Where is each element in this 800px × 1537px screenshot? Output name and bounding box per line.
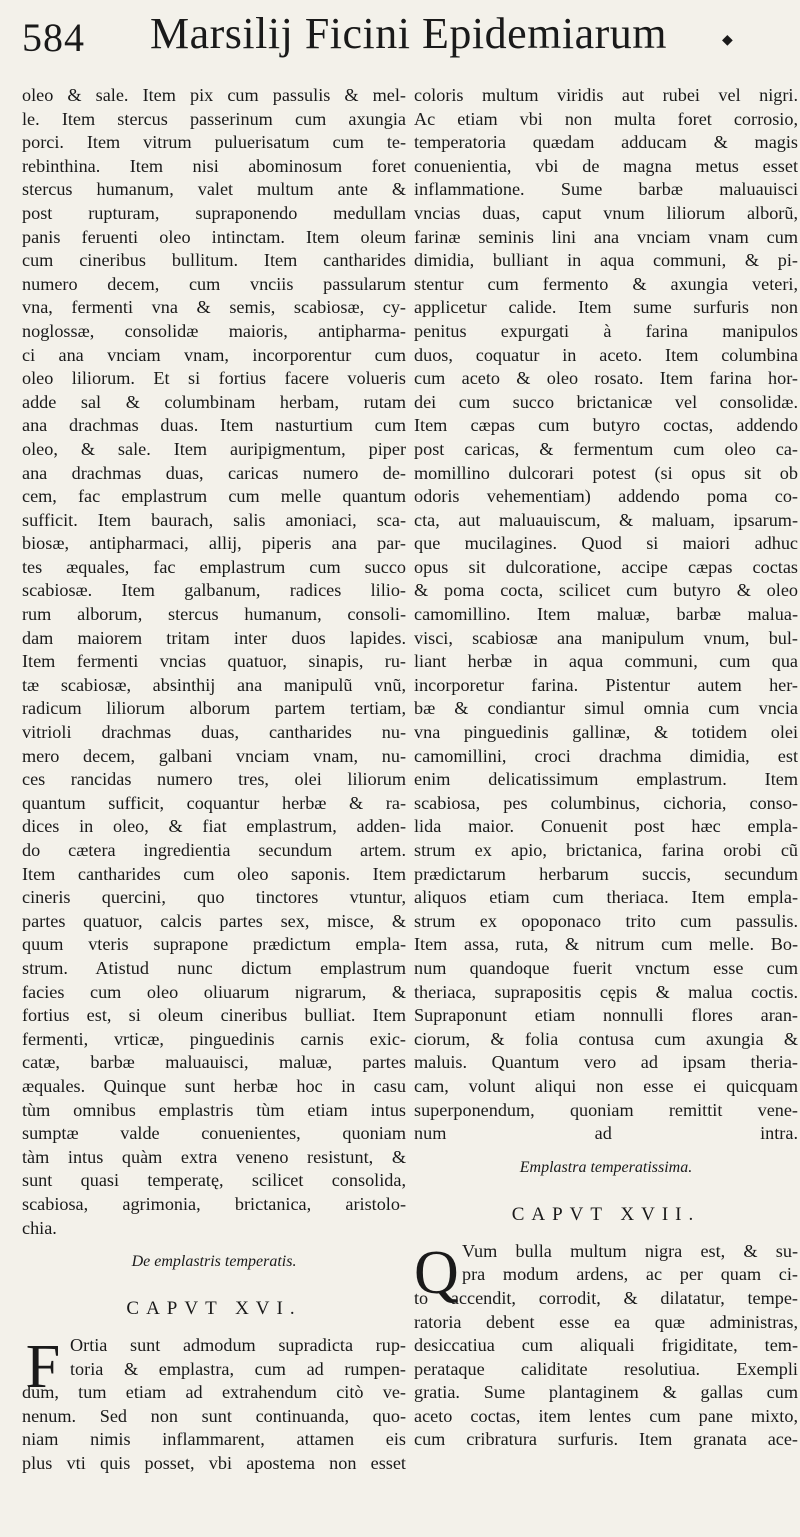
text-line: Item fermenti vncias quatuor, sinapis, ru- bbox=[22, 651, 406, 672]
text-line: dimidia, bulliant in aqua communi, & pi- bbox=[414, 250, 798, 271]
text-line: scabiosa, agrimonia, brictanica, aristolo- bbox=[22, 1193, 406, 1214]
running-head: Marsilij Ficini Epidemiarum bbox=[150, 9, 667, 58]
text-line: opus sit dulcoratione, accipe cæpas coctas bbox=[414, 556, 798, 577]
text-line: æquales. Quinque sunt herbæ hoc in casu bbox=[22, 1075, 406, 1096]
text-line: tàm intus quàm extra veneno resistunt, & bbox=[22, 1146, 406, 1167]
text-line: facies cum oleo oliuarum nigrarum, & bbox=[22, 981, 406, 1002]
text-line: rebinthina. Item nisi abominosum foret bbox=[22, 155, 406, 176]
text-line: tùm omnibus emplastris tùm etiam intus bbox=[22, 1099, 406, 1120]
text-line: maluis. Quantum vero ad ipsam theria- bbox=[414, 1052, 798, 1073]
text-line: penitus expurgati à farina manipulos bbox=[414, 320, 798, 341]
text-line: gratia. Sume plantaginem & gallas cum bbox=[414, 1382, 798, 1403]
text-line: vncias duas, caput vnum liliorum alborũ, bbox=[414, 202, 798, 223]
text-line: sufficit. Item baurach, salis amoniaci, sca- bbox=[22, 509, 406, 530]
text-line: ciorum, & folia contusa cum axungia & bbox=[414, 1028, 798, 1049]
text-line: Item cantharides cum oleo saponis. Item bbox=[22, 863, 406, 884]
text-line: camomillini, croci drachma dimidia, est bbox=[414, 745, 798, 766]
left-body-b bbox=[22, 1381, 406, 1475]
text-line: oleo & sale. Item pix cum passulis & mel- bbox=[22, 85, 406, 105]
text-line: camomillino. Item maluæ, barbæ malua- bbox=[414, 604, 798, 625]
text-line: cam, volunt aliqui non esse ei quicquam bbox=[414, 1075, 798, 1096]
text-line: chia. bbox=[22, 1217, 57, 1238]
text-line: tes æquales, fac emplastrum cum succo bbox=[22, 556, 406, 577]
text-line: aceto coctas, item lentes cum pane mixto, bbox=[414, 1405, 798, 1426]
text-line: theriaca, suprapositis cępis & malua coctis. bbox=[414, 981, 798, 1002]
right-column bbox=[414, 84, 798, 1452]
text-line: cum cineribus bullitum. Item cantharides bbox=[22, 250, 406, 271]
text-line: rum alborum, stercus humanum, consoli- bbox=[22, 604, 406, 625]
text-line: applicetur calide. Item sume surfuris non bbox=[414, 297, 798, 318]
text-line: dam maiorem tritam inter duos lapides. bbox=[22, 627, 406, 648]
left-body-b-indented bbox=[22, 1334, 406, 1381]
text-line: toria & emplastra, cum ad rumpen- bbox=[70, 1358, 406, 1379]
text-line: vna, fermenti vna & semis, scabiosæ, cy- bbox=[22, 297, 406, 318]
right-body-b-indented bbox=[414, 1240, 798, 1287]
chapter-heading-left: CAPVT XVI. bbox=[126, 1298, 302, 1320]
text-line: do cætera ingredientia secundum artem. bbox=[22, 840, 406, 860]
text-line: numero decem, cum vnciis passularum bbox=[22, 273, 406, 294]
text-line: tæ scabiosæ, absinthij ana manipulũ vnũ, bbox=[22, 674, 406, 695]
text-line: perataque caliditate resolutiua. Exempli bbox=[414, 1358, 798, 1379]
text-line: to accendit, corrodit, & dilatatur, tempe- bbox=[414, 1287, 798, 1308]
text-line: bæ & condiantur simul omnia cum vncia bbox=[414, 698, 798, 719]
text-line: cum aceto & oleo rosato. Item farina hor- bbox=[414, 368, 798, 389]
text-line: odoris vehementiam) addendo poma co- bbox=[414, 486, 798, 507]
text-line: niam nimis inflammarent, attamen eis bbox=[22, 1429, 406, 1450]
text-line: ana drachmas duas, caricas numero de- bbox=[22, 462, 406, 483]
right-body-b bbox=[414, 1287, 798, 1452]
text-line: ratoria debent esse ea quæ administras, bbox=[414, 1311, 798, 1332]
text-line: sunt quasi temperatę, scilicet consolida, bbox=[22, 1170, 406, 1191]
text-line: conuenientia, vbi de magna metus esset bbox=[414, 155, 798, 176]
text-line: desiccatiua cum aliquali frigiditate, tem- bbox=[414, 1335, 798, 1356]
text-line: Ortia sunt admodum supradicta rup- bbox=[70, 1335, 406, 1356]
text-line: le. Item stercus passerinum cum axungia bbox=[22, 108, 406, 129]
chapter-opening-left bbox=[22, 1334, 406, 1476]
text-line: incorporetur farina. Pistentur autem her- bbox=[414, 674, 798, 695]
drop-cap-left: F bbox=[25, 1333, 61, 1402]
text-line: aliquos etiam cum theriaca. Item empla- bbox=[414, 887, 798, 908]
text-line: num quandoque fuerit vnctum esse cum bbox=[414, 957, 798, 978]
text-line: adde sal & columbinam herbam, rutam bbox=[22, 391, 406, 412]
text-line: strum ex opoponaco trito cum passulis. bbox=[414, 910, 798, 931]
left-body-a bbox=[22, 84, 406, 1240]
text-line: vitrioli drachmas duas, cantharides nu- bbox=[22, 722, 406, 743]
text-line: noglossæ, consolidæ maioris, antipharma- bbox=[22, 320, 406, 341]
text-line: cineris quercini, quo tinctores vtuntur, bbox=[22, 887, 406, 908]
text-line: ana drachmas duas. Item nasturtium cum bbox=[22, 415, 406, 436]
text-line: strum ex apio, brictanica, farina orobi cũ bbox=[414, 840, 798, 860]
text-line: catæ, barbæ maluauisci, maluæ, partes bbox=[22, 1052, 406, 1073]
text-line: post caricas, & fermentum cum oleo ca- bbox=[414, 438, 798, 459]
text-line: cum cribratura surfuris. Item granata ace- bbox=[414, 1429, 798, 1450]
text-line: porci. Item vitrum puluerisatum cum te- bbox=[22, 132, 406, 153]
text-line: enim delicatissimum emplastrum. Item bbox=[414, 769, 798, 790]
section-subhead-left: De emplastris temperatis. bbox=[131, 1253, 297, 1271]
text-line: inflammatione. Sume barbæ maluauisci bbox=[414, 179, 798, 200]
text-line: liant herbæ in aqua communi, cum qua bbox=[414, 651, 798, 672]
text-line: fortius est, si oleum cineribus bulliat. Item bbox=[22, 1005, 406, 1026]
text-line: oleo, & sale. Item auripigmentum, piper bbox=[22, 438, 406, 459]
text-line: cem, fac emplastrum cum melle quantum bbox=[22, 486, 406, 507]
text-line: Ac etiam vbi non multa foret corrosio, bbox=[414, 108, 798, 129]
text-line: dei cum succo brictanicæ vel consolidæ. bbox=[414, 391, 798, 412]
drop-cap-right: Q bbox=[414, 1238, 459, 1307]
chapter-heading-right: CAPVT XVII. bbox=[511, 1203, 701, 1225]
ornament-mark: ◆ bbox=[722, 33, 733, 48]
text-line: superponendum, quoniam remittit vene- bbox=[414, 1099, 798, 1120]
text-line: visci, scabiosæ ana manipulum vnum, bul- bbox=[414, 627, 798, 648]
text-line: vna pinguedinis gallinæ, & totidem olei bbox=[414, 722, 798, 743]
text-line: Supraponunt etiam nonnulli flores aran- bbox=[414, 1005, 798, 1026]
text-line: scabiosa, pes columbinus, cichoria, conso- bbox=[414, 792, 798, 813]
text-line: Item assa, ruta, & nitrum cum melle. Bo- bbox=[414, 934, 798, 955]
text-line: fermenti, vrticæ, pinguedinis carnis exic- bbox=[22, 1028, 406, 1049]
left-column bbox=[22, 84, 406, 1476]
text-line: quum vteris suprapone prædictum empla- bbox=[22, 934, 406, 955]
text-line: stentur cum fermento & axungia veteri, bbox=[414, 273, 798, 294]
chapter-opening-right bbox=[414, 1240, 798, 1452]
text-line: lida maior. Conuenit post hæc empla- bbox=[414, 816, 798, 837]
text-line: stercus humanum, valet multum ante & bbox=[22, 179, 406, 200]
text-line: quantum sufficit, coquantur herbæ & ra- bbox=[22, 792, 406, 813]
text-line: num ad intra. bbox=[414, 1123, 798, 1144]
text-line: radicum liliorum alborum partem tertiam, bbox=[22, 698, 406, 719]
text-line: momillino dulcorari potest (si opus sit ob bbox=[414, 462, 798, 483]
text-line: temperatoria quædam adducam & magis bbox=[414, 132, 798, 153]
text-line: plus vti quis posset, vbi apostema non esset bbox=[22, 1453, 406, 1474]
text-line: oleo liliorum. Et si fortius facere volueris bbox=[22, 368, 406, 389]
text-line: biosæ, antipharmaci, allij, piperis ana par- bbox=[22, 533, 406, 554]
text-line: sumptæ valde conuenientes, quoniam bbox=[22, 1123, 406, 1144]
section-subhead-right: Emplastra temperatissima. bbox=[519, 1158, 693, 1176]
text-line: ces rancidas numero tres, olei liliorum bbox=[22, 769, 406, 790]
text-line: mero decem, galbani vnciam vnam, nu- bbox=[22, 745, 406, 766]
text-line: cta, aut maluauiscum, & maluam, ipsarum- bbox=[414, 509, 798, 530]
right-body-a bbox=[414, 84, 798, 1146]
text-line: duos, coquatur in aceto. Item columbina bbox=[414, 344, 798, 365]
text-line: nenum. Sed non sunt continuanda, quo- bbox=[22, 1405, 406, 1426]
text-line: prædictarum herbarum succis, secundum bbox=[414, 863, 798, 884]
text-line: dum, tum etiam ad extrahendum citò ve- bbox=[22, 1382, 406, 1403]
text-line: Vum bulla multum nigra est, & su- bbox=[462, 1240, 798, 1261]
text-line: partes quatuor, calcis partes sex, misce, & bbox=[22, 910, 406, 931]
text-line: ci ana vnciam vnam, incorporentur cum bbox=[22, 344, 406, 365]
text-line: scabiosæ. Item galbanum, radices lilio- bbox=[22, 580, 406, 601]
text-line: panis feruenti oleo intinctam. Item oleum bbox=[22, 226, 406, 247]
text-line: pra modum ardens, ac per quam ci- bbox=[462, 1264, 798, 1285]
text-line: & poma cocta, scilicet cum butyro & oleo bbox=[414, 580, 798, 601]
page-number: 584 bbox=[22, 15, 85, 60]
text-line: dices in oleo, & fiat emplastrum, adden- bbox=[22, 816, 406, 837]
text-line: coloris multum viridis aut rubei vel nigri. bbox=[414, 85, 798, 105]
text-line: post rupturam, supraponendo medullam bbox=[22, 202, 406, 223]
text-line: farinæ seminis lini ana vnciam vnam cum bbox=[414, 226, 798, 247]
text-line: que mucilagines. Quod si maiori adhuc bbox=[414, 533, 798, 554]
text-line: strum. Atistud nunc dictum emplastrum bbox=[22, 957, 406, 978]
text-line: Item cæpas cum butyro coctas, addendo bbox=[414, 415, 798, 436]
